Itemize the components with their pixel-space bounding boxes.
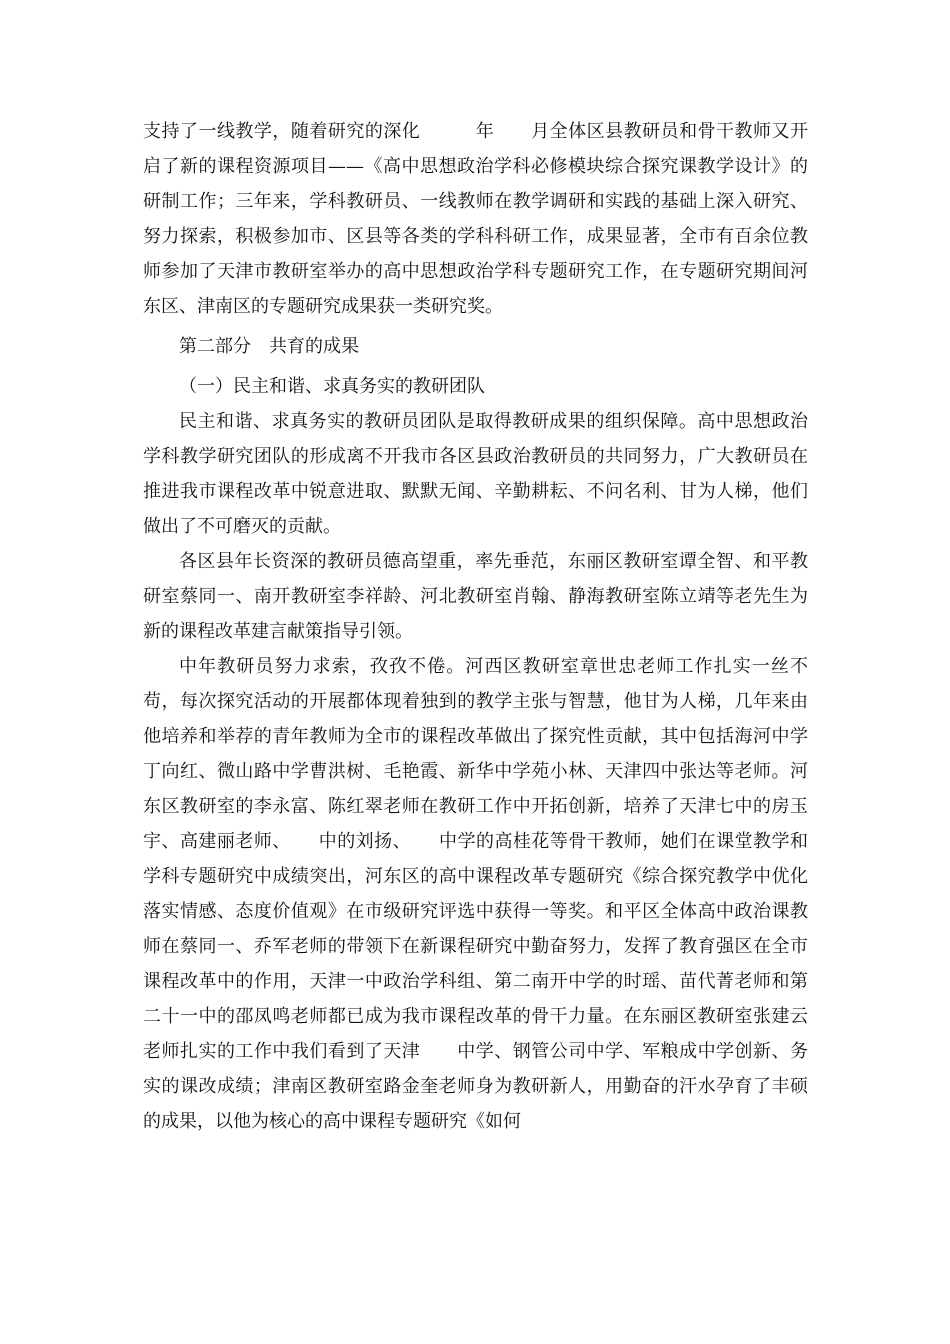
document-page (143, 114, 808, 1139)
subsection-heading: （一）民主和谐、求真务实的教研团队 (179, 376, 485, 397)
body-paragraph: 中年教研员努力求索，孜孜不倦。河西区教研室章世忠老师工作扎实一丝不苟，每次探究活动的开展都体现着独到的教学主张与智慧，他甘为人梯，几年来由他培养和举荐的青年教师为全市的课程改革做出了探究性贡献，其中包括海河中学丁向红、微山路中学曹洪树、毛艳霞、新华中学苑小林、天津四中张达等老师。河东区教研室的李永富、陈红翠老师在教研工作中开拓创新，培养了天津七中的房玉宇、高建丽老师、 中的刘扬、 中学的高桂花等骨干教师，她们在课堂教学和学科专题研究中成绩突出，河东区的高中课程改革专题研究《综合探究教学中优化落实情感、态度价值观》在市级研究评选中获得一等奖。和平区全体高中政治课教师在蔡同一、乔军老师的带领下在新课程研究中勤奋努力，发挥了教育强区在全市课程改革中的作用，天津一中政治学科组、第二南开中学的时瑶、苗代菁老师和第二十一中的邵凤鸣老师都已成为我市课程改革的骨干力量。在东丽区教研室张建云老师扎实的工作中我们看到了天津 中学、钢管公司中学、军粮成中学创新、务实的课改成绩；津南区教研室路金奎老师身为教研新人，用勤奋的汗水孕育了丰硕的成果，以他为核心的高中课程专题研究《如何 (143, 656, 808, 1132)
body-paragraph: 民主和谐、求真务实的教研员团队是取得教研成果的组织保障。高中思想政治学科教学研究团队的形成离不开我市各区县政治教研员的共同努力，广大教研员在推进我市课程改革中锐意进取、默默无闻、辛勤耕耘、不问名利、甘为人梯，他们做出了不可磨灭的贡献。 (143, 411, 808, 537)
body-paragraph: 各区县年长资深的教研员德高望重，率先垂范，东丽区教研室谭全智、和平教研室蔡同一、南开教研室李祥龄、河北教研室肖翰、静海教研室陈立靖等老先生为新的课程改革建言献策指导引领。 (143, 551, 808, 642)
body-paragraph: 支持了一线教学，随着研究的深化 年 月全体区县教研员和骨干教师又开启了新的课程资源项目——《高中思想政治学科必修模块综合探究课教学设计》的研制工作；三年来，学科教研员、一线教师在教学调研和实践的基础上深入研究、努力探索，积极参加市、区县等各类的学科科研工作，成果显著，全市有百余位教师参加了天津市教研室举办的高中思想政治学科专题研究工作，在专题研究期间河东区、津南区的专题研究成果获一类研究奖。 (143, 121, 808, 317)
section-heading: 第二部分 共育的成果 (179, 336, 359, 357)
